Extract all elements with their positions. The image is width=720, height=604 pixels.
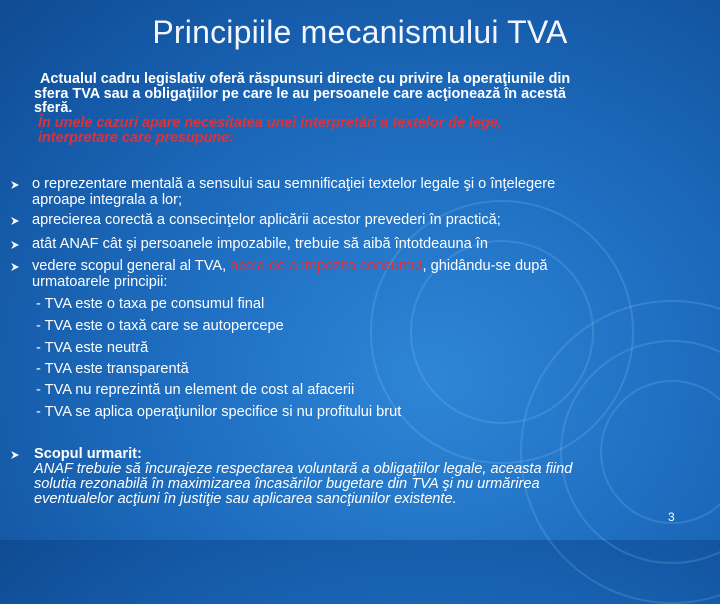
scope-line: ANAF trebuie să încurajeze respectarea voluntară a obligaţiilor legale, aceasta fiind xyxy=(34,461,573,477)
intro-line: Actualul cadru legislativ oferă răspunsuri directe cu privire la operaţiunile din xyxy=(40,71,571,87)
scope-paragraph xyxy=(34,462,704,507)
arrow-bullet-icon xyxy=(10,450,20,460)
scope-heading: Scopul urmarit: xyxy=(34,446,142,462)
principle-item: - TVA nu reprezintă un element de cost al afacerii xyxy=(36,382,355,398)
bullet-line: urmatoarele principii: xyxy=(32,274,168,290)
bullet-text xyxy=(32,236,712,252)
arrow-bullet-icon xyxy=(10,240,20,250)
scope-line: solutia rezonabilă în maximizarea încasărilor bugetare din TVA şi nu urmărirea xyxy=(34,476,540,492)
bullet-text xyxy=(32,176,712,208)
bullet-text xyxy=(32,212,712,228)
principle-item: - TVA este transparentă xyxy=(36,361,189,377)
principle-item: - TVA este o taxa pe consumul final xyxy=(36,296,265,312)
bullet-line: aproape integrala a lor; xyxy=(32,192,183,208)
page-title: Principiile mecanismului TVA xyxy=(152,14,568,50)
arrow-bullet-icon xyxy=(10,216,20,226)
intro-paragraph xyxy=(34,72,704,146)
intro-line: sfera TVA sau a obligaţiilor pe care le au persoanele care acţionează în acestă xyxy=(34,85,566,102)
principle-item: - TVA este o taxă care se autopercepe xyxy=(36,318,284,334)
arrow-bullet-icon xyxy=(10,180,20,190)
bullet-line: o reprezentare mentală a sensului sau semnificaţiei textelor legale şi o înţelegere xyxy=(32,176,556,192)
bullet-text xyxy=(32,258,712,290)
principle-item: - TVA este neutră xyxy=(36,340,149,356)
highlight-text: acela de a impozita consumul xyxy=(230,258,423,274)
bullet-line xyxy=(32,258,712,274)
bullet-line: aprecierea corectă a consecinţelor aplicării acestor prevederi în practică; xyxy=(32,212,501,228)
intro-highlight-line: În unele cazuri apare necesitatea unei interpretări a textelor de lege, xyxy=(38,114,502,131)
page-number: 3 xyxy=(668,510,675,524)
intro-highlight-line: interpretare care presupune: xyxy=(38,129,234,146)
intro-line: sferă. xyxy=(34,100,73,116)
principle-item: - TVA se aplica operaţiunilor specifice si nu profitului brut xyxy=(36,404,402,420)
arrow-bullet-icon xyxy=(10,262,20,272)
bullet-text-part: vedere scopul general al TVA, xyxy=(32,258,231,274)
bullet-line: atât ANAF cât şi persoanele impozabile, trebuie să aibă întotdeauna în xyxy=(32,236,488,252)
scope-line: eventualelor acţiuni în justiţie sau aplicarea sancţiunilor existente. xyxy=(34,491,457,507)
bullet-text-part: , ghidându-se după xyxy=(422,258,548,274)
